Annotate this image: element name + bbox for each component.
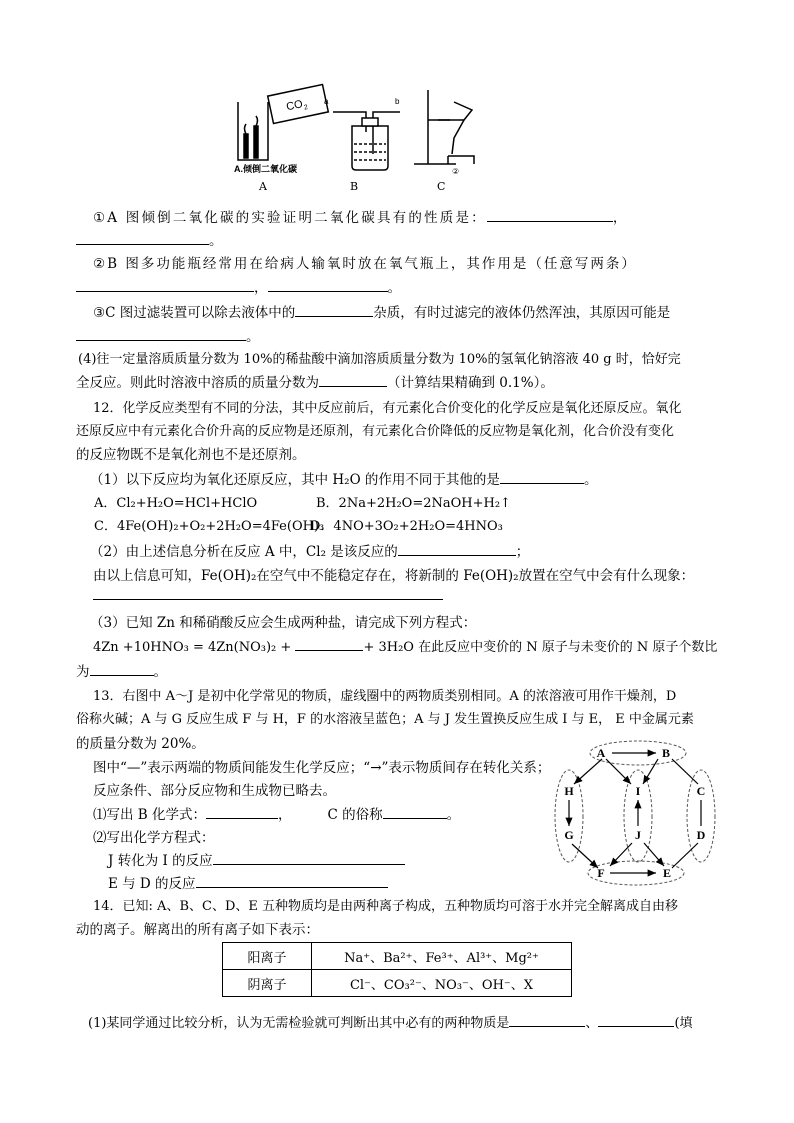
node-e: E [662, 866, 672, 880]
node-h: H [564, 784, 574, 798]
q13-part2-line2: E 与 D 的反应 [108, 872, 388, 892]
q12-option-a: A．Cl₂+H₂O=HCl+HClO [94, 496, 258, 511]
q11-item1: ①A 图倾倒二氧化碳的实验证明二氧化碳具有的性质是： ， [93, 206, 629, 226]
answer-blank[interactable] [295, 302, 373, 317]
answer-blank[interactable] [398, 541, 516, 556]
q14-part1: (1)某同学通过比较分析，认为无需检验就可判断出其中必有的两种物质是 、 (填 [88, 1012, 693, 1031]
node-i: I [635, 784, 641, 798]
q11-item1-cont: 。 [76, 229, 223, 249]
q11-item2: ②B 图多功能瓶经常用在给病人输氧时放在氧气瓶上，其作用是（任意写两条） [93, 256, 637, 272]
q12-equation-cont: 为 。 [76, 660, 167, 680]
svg-text:CO: CO [285, 98, 304, 114]
answer-blank[interactable] [487, 207, 613, 222]
answer-blank[interactable] [319, 372, 387, 387]
answer-blank[interactable] [598, 1012, 674, 1027]
q12-sub2: （2）由上述信息分析在反应 A 中，Cl₂ 是该反应的 ； [90, 540, 529, 560]
answer-blank[interactable] [295, 636, 363, 651]
cation-list: Na⁺、Ba²⁺、Fe³⁺、Al³⁺、Mg²⁺ [312, 943, 572, 970]
q13-text-2: 俗称火碱；A 与 G 反应生成 F 与 H，F 的水溶液呈蓝色；A 与 J 发生置换反应生成 I 与 E， E 中金属元素 [76, 712, 694, 727]
answer-blank[interactable] [383, 804, 447, 819]
q13-text-4: 图中“—”表示两端的物质间能发生化学反应；“→”表示物质间存在转化关系； [93, 760, 551, 776]
node-b: B [661, 746, 671, 760]
figure-label-c: C [437, 180, 446, 193]
answer-line[interactable] [93, 599, 443, 600]
node-c: C [696, 784, 706, 798]
node-f: F [597, 866, 605, 880]
answer-blank[interactable] [509, 1012, 585, 1027]
node-g: G [564, 828, 574, 842]
answer-blank[interactable] [500, 469, 584, 484]
q11-item3: ③C 图过滤装置可以除去液体中的 杂质，有时过滤完的液体仍然浑浊，其原因可能是 [93, 301, 670, 321]
answer-blank[interactable] [196, 873, 388, 888]
svg-text:2: 2 [303, 104, 309, 112]
q12-equation: 4Zn +10HNO₃ = 4Zn(NO₃)₂ + + 3H₂O 在此反应中变价的 N 原子与未变价的 N 原子个数比 [93, 636, 717, 655]
answer-blank[interactable] [76, 277, 254, 292]
q14-text-1: 14．已知: A、B、C、D、E 五种物质均是由两种离子构成，五种物质均可溶于水并完全解离成自由移 [93, 899, 678, 914]
anion-list: Cl⁻、CO₃²⁻、NO₃⁻、OH⁻、X [312, 970, 572, 997]
q12-sub2-b: 由以上信息可知，Fe(OH)₂在空气中不能稳定存在，将新制的 Fe(OH)₂放置在空气中会有什么现象： [93, 568, 695, 584]
q13-part2: ⑵写出化学方程式： [93, 830, 215, 846]
q13-part2-line1: J 转化为 I 的反应 [108, 849, 405, 869]
q12-option-d: D．4NO+3O₂+2H₂O=4HNO₃ [310, 519, 503, 534]
q13-text-1: 13．右图中 A～J 是初中化学常见的物质，虚线圈中的两物质类别相同。A 的浓溶液可用作干燥剂，D [93, 689, 677, 704]
apparatus-figure [228, 82, 490, 194]
node-a: A [596, 746, 606, 760]
circle-mark: ② [452, 167, 460, 176]
q12-intro-2: 还原反应中有元素化合价升高的反应物是还原剂，有元素化合价降低的反应物是氧化剂，化合价没有变化 [76, 424, 675, 439]
q12-intro-1: 12．化学反应类型有不同的分法，其中反应前后，有元素化合价变化的化学反应是氧化还原反应。氧化 [93, 401, 682, 416]
answer-blank[interactable] [90, 661, 154, 676]
figure-label-a: A [259, 180, 267, 193]
figure-a-co2-jar [268, 84, 329, 123]
q12-option-b: B．2Na+2H₂O=2NaOH+H₂↑ [316, 496, 511, 511]
answer-blank[interactable] [76, 326, 246, 341]
table-row [223, 943, 572, 970]
figure-c-filter [414, 90, 474, 164]
figure-a-caption: A.倾倒二氧化碳 [234, 164, 298, 174]
answer-blank[interactable] [76, 230, 209, 245]
node-d: D [696, 828, 706, 842]
q11-item2-cont: ， 。 [76, 276, 401, 296]
answer-blank[interactable] [213, 850, 405, 865]
q13-part1: ⑴写出 B 化学式： ， C 的俗称 。 [93, 803, 460, 823]
port-a-label: a [324, 97, 329, 106]
answer-blank[interactable] [206, 804, 278, 819]
figure-label-b: B [350, 180, 359, 193]
relation-diagram [548, 738, 728, 890]
q14-text-2: 动的离子。解离出的所有离子如下表示： [76, 922, 319, 938]
figure-a-beaker [238, 102, 268, 160]
q11-item3-cont: 。 [76, 325, 260, 345]
anion-label: 阴离子 [223, 970, 312, 997]
q12-option-c: C．4Fe(OH)₂+O₂+2H₂O=4Fe(OH)₃ [94, 519, 325, 534]
q12-sub1: （1）以下反应均为氧化还原反应，其中 H₂O 的作用不同于其他的是 。 [90, 468, 597, 488]
node-j: J [635, 828, 641, 842]
ion-table [222, 942, 572, 997]
q12-intro-3: 的反应物既不是氧化剂也不是还原剂。 [76, 447, 306, 463]
q13-text-3: 的质量分数为 20%。 [76, 736, 205, 752]
q11-item4: (4)往一定量溶质质量分数为 10%的稀盐酸中滴加溶质质量分数为 10%的氢氧化钠溶液 40 g 时，恰好完 [78, 352, 681, 367]
q11-item4-cont: 全反应。则此时溶液中溶质的质量分数为 （计算结果精确到 0.1%）。 [76, 371, 554, 391]
answer-blank[interactable] [268, 277, 388, 292]
q12-sub3: （3）已知 Zn 和稀硝酸反应会生成两种盐，请完成下列方程式： [90, 615, 477, 631]
figure-b-bottle [333, 112, 400, 170]
q13-text-5: 反应条件、部分反应物和生成物已略去。 [93, 783, 336, 799]
port-b-label: b [395, 97, 400, 106]
table-row [223, 970, 572, 997]
cation-label: 阳离子 [223, 943, 312, 970]
